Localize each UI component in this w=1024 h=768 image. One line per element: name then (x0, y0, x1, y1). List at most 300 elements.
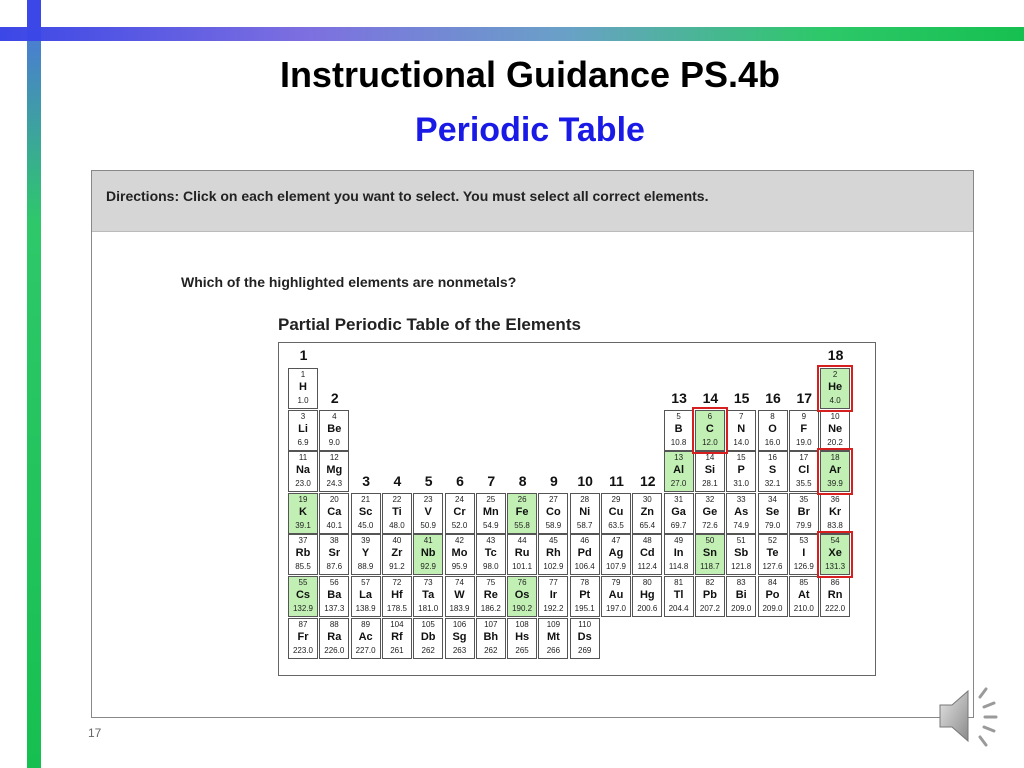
top-accent-bar (0, 27, 1024, 41)
atomic-number: 43 (486, 536, 496, 546)
group-label-10: 10 (577, 472, 593, 489)
element-ne (820, 410, 850, 451)
group-label-13: 13 (671, 389, 687, 406)
element-rh (538, 534, 568, 575)
atomic-mass: 39.9 (827, 479, 843, 489)
atomic-number: 72 (392, 578, 402, 587)
element-pt (570, 576, 600, 617)
atomic-mass: 197.0 (605, 604, 627, 613)
element-li (288, 410, 318, 451)
atomic-mass: 63.5 (608, 520, 624, 530)
element-symbol: N (737, 422, 746, 435)
element-symbol: H (299, 381, 307, 393)
atomic-number: 1 (300, 370, 306, 379)
element-symbol: Db (420, 630, 436, 643)
atomic-mass: 24.3 (326, 479, 343, 489)
atomic-mass: 262 (484, 645, 498, 655)
atomic-number: 40 (392, 536, 402, 546)
element-in (664, 534, 694, 575)
element-symbol: Sn (702, 547, 717, 560)
element-symbol: Tl (673, 589, 684, 601)
element-os[interactable] (507, 576, 537, 617)
group-label-9: 9 (549, 472, 558, 489)
atomic-number: 2 (832, 370, 838, 379)
atomic-number: 39 (361, 536, 371, 546)
element-symbol: Be (327, 422, 342, 435)
element-rb (288, 534, 318, 575)
atomic-number: 32 (705, 494, 715, 504)
atomic-mass: 69.7 (670, 520, 687, 530)
group-label-15: 15 (733, 389, 750, 406)
element-au (601, 576, 631, 617)
atomic-number: 57 (361, 578, 371, 587)
element-mn (476, 493, 506, 534)
element-symbol: Al (673, 464, 685, 477)
element-xe[interactable] (820, 534, 850, 575)
element-sn[interactable] (695, 534, 725, 575)
element-symbol: As (734, 505, 749, 518)
element-symbol: Pd (577, 547, 592, 560)
atomic-mass: 183.9 (449, 604, 470, 613)
element-symbol: Hs (515, 630, 530, 643)
element-re (476, 576, 506, 617)
element-na (288, 451, 318, 492)
group-label-5: 5 (424, 472, 433, 489)
atomic-mass: 1.0 (297, 396, 309, 405)
element-symbol: Cs (295, 589, 311, 601)
element-symbol: Sc (358, 505, 373, 518)
element-b (664, 410, 694, 451)
element-cl (789, 451, 819, 492)
atomic-mass: 58.7 (576, 520, 593, 530)
atomic-number: 13 (674, 453, 684, 463)
atomic-number: 48 (642, 536, 652, 546)
element-symbol: Hg (639, 589, 655, 601)
element-i (789, 534, 819, 575)
atomic-number: 50 (705, 536, 715, 546)
element-symbol: Ra (327, 630, 342, 643)
atomic-mass: 101.1 (512, 562, 533, 572)
element-symbol: Au (608, 589, 624, 601)
element-hf (382, 576, 412, 617)
atomic-mass: 209.0 (731, 604, 752, 613)
atomic-number: 42 (455, 536, 464, 546)
atomic-number: 77 (548, 578, 558, 587)
atomic-number: 49 (674, 536, 684, 546)
atomic-mass: 54.9 (483, 520, 499, 530)
element-symbol: In (673, 547, 684, 560)
atomic-number: 18 (830, 453, 840, 463)
atomic-number: 41 (423, 536, 433, 546)
element-y (351, 534, 381, 575)
atomic-mass: 19.0 (796, 437, 812, 447)
element-mg (319, 451, 349, 492)
atomic-number: 83 (736, 578, 746, 587)
element-symbol: Nb (420, 547, 436, 560)
element-cu (601, 493, 631, 534)
atomic-mass: 262 (421, 645, 435, 655)
element-fr (288, 618, 318, 659)
element-ti (382, 493, 412, 534)
element-symbol: Hf (391, 589, 403, 601)
atomic-number: 28 (580, 494, 590, 504)
atomic-number: 85 (799, 578, 809, 587)
group-label-12: 12 (640, 472, 656, 489)
element-n (726, 410, 756, 451)
group-label-7: 7 (487, 472, 496, 489)
element-zn (632, 493, 662, 534)
element-symbol: K (299, 505, 307, 518)
atomic-mass: 227.0 (355, 645, 376, 655)
atomic-mass: 16.0 (764, 437, 781, 447)
element-symbol: Pb (702, 589, 717, 601)
atomic-number: 17 (799, 453, 809, 463)
atomic-mass: 87.6 (326, 562, 343, 572)
element-cs[interactable] (288, 576, 318, 617)
group-label-4: 4 (393, 472, 402, 489)
atomic-mass: 200.6 (637, 604, 658, 613)
element-ac (351, 618, 381, 659)
element-te (758, 534, 788, 575)
atomic-mass: 226.0 (324, 645, 345, 655)
element-co (538, 493, 568, 534)
element-fe[interactable] (507, 493, 537, 534)
atomic-mass: 45.0 (357, 520, 374, 530)
element-symbol: Se (765, 505, 780, 518)
element-c[interactable] (695, 410, 725, 451)
atomic-mass: 74.9 (733, 520, 749, 530)
element-symbol: Ni (579, 505, 591, 518)
element-symbol: Pt (579, 589, 591, 601)
atomic-mass: 106.4 (574, 562, 595, 572)
element-ca (319, 493, 349, 534)
element-symbol: B (674, 422, 683, 435)
atomic-number: 88 (329, 619, 339, 629)
element-symbol: Re (483, 589, 498, 601)
element-ra (319, 618, 349, 659)
directions-text: Directions: Click on each element you want to select. You must select all correct elements. (106, 188, 709, 204)
atomic-number: 14 (705, 453, 715, 463)
element-sc (351, 493, 381, 534)
element-symbol: Rh (546, 547, 561, 560)
atomic-mass: 138.9 (355, 604, 376, 613)
element-k[interactable] (288, 493, 318, 534)
element-symbol: Po (765, 589, 780, 601)
element-symbol: O (768, 422, 777, 435)
atomic-number: 80 (642, 578, 652, 587)
atomic-mass: 39.1 (295, 520, 311, 530)
atomic-number: 51 (736, 536, 746, 546)
atomic-mass: 207.2 (699, 604, 720, 613)
element-cr (445, 493, 475, 534)
atomic-mass: 265 (515, 645, 529, 655)
element-he[interactable] (820, 368, 850, 409)
atomic-number: 19 (298, 494, 308, 504)
element-symbol: Cr (453, 505, 466, 518)
group-label-6: 6 (456, 472, 464, 489)
element-symbol: Mn (482, 505, 499, 518)
atomic-number: 73 (423, 578, 433, 587)
atomic-number: 54 (830, 536, 840, 546)
group-label-2: 2 (330, 389, 339, 406)
question-text: Which of the highlighted elements are nonmetals? (181, 274, 517, 290)
atomic-mass: 14.0 (733, 437, 749, 447)
element-ga (664, 493, 694, 534)
atomic-mass: 126.9 (793, 562, 814, 572)
atomic-mass: 83.8 (827, 520, 843, 530)
element-w (445, 576, 475, 617)
element-sb (726, 534, 756, 575)
element-symbol: F (800, 422, 808, 435)
atomic-mass: 72.6 (702, 520, 718, 530)
speaker-icon[interactable] (936, 683, 1006, 748)
atomic-mass: 27.0 (670, 479, 687, 489)
atomic-number: 34 (768, 494, 777, 504)
element-symbol: Fe (515, 505, 529, 518)
element-symbol: He (828, 381, 843, 393)
atomic-mass: 91.2 (389, 562, 405, 572)
atomic-number: 37 (298, 536, 308, 546)
left-accent-bar-top (27, 0, 41, 41)
atomic-number: 89 (361, 619, 371, 629)
element-s (758, 451, 788, 492)
atomic-mass: 181.0 (418, 604, 439, 613)
element-o (758, 410, 788, 451)
element-symbol: Ar (828, 464, 842, 477)
atomic-number: 53 (799, 536, 809, 546)
element-symbol: Ga (671, 505, 686, 518)
atomic-mass: 65.4 (639, 520, 656, 530)
atomic-mass: 266 (546, 645, 561, 655)
atomic-number: 45 (548, 536, 558, 546)
element-rf (382, 618, 412, 659)
element-ar[interactable] (820, 451, 850, 492)
element-symbol: Mt (546, 630, 560, 643)
element-hs (507, 618, 537, 659)
element-ru (507, 534, 537, 575)
element-symbol: Cu (608, 505, 624, 518)
atomic-mass: 195.1 (574, 604, 595, 613)
atomic-number: 55 (298, 578, 308, 587)
element-symbol: Ca (327, 505, 342, 518)
atomic-number: 35 (799, 494, 809, 504)
atomic-number: 52 (768, 536, 777, 546)
element-symbol: Rn (827, 589, 843, 601)
element-symbol: Rf (391, 630, 403, 643)
atomic-mass: 131.3 (825, 562, 846, 572)
element-nb[interactable] (413, 534, 443, 575)
element-tl (664, 576, 694, 617)
atomic-number: 74 (455, 578, 464, 587)
element-ds (570, 618, 600, 659)
atomic-number: 82 (705, 578, 715, 587)
element-symbol: Sr (328, 547, 341, 560)
atomic-number: 26 (517, 494, 527, 504)
atomic-number: 107 (484, 619, 498, 629)
atomic-mass: 98.0 (483, 562, 499, 572)
element-v (413, 493, 443, 534)
element-symbol: Co (546, 505, 561, 518)
atomic-mass: 121.8 (731, 562, 752, 572)
atomic-mass: 79.0 (764, 520, 781, 530)
element-kr (820, 493, 850, 534)
element-symbol: P (737, 464, 745, 477)
element-rn (820, 576, 850, 617)
element-sg (445, 618, 475, 659)
element-symbol: Ta (422, 589, 435, 601)
atomic-number: 75 (486, 578, 496, 587)
atomic-number: 78 (580, 578, 590, 587)
element-cd (632, 534, 662, 575)
atomic-number: 9 (801, 411, 807, 421)
atomic-mass: 95.9 (451, 562, 468, 572)
element-symbol: Sg (452, 630, 467, 643)
element-symbol: Bi (735, 589, 747, 601)
element-ir (538, 576, 568, 617)
element-symbol: V (424, 505, 432, 518)
atomic-number: 16 (768, 453, 777, 463)
atomic-mass: 6.9 (297, 437, 309, 447)
element-symbol: Ag (608, 547, 624, 560)
group-label-18: 18 (827, 347, 844, 363)
atomic-number: 24 (455, 494, 464, 504)
element-pb (695, 576, 725, 617)
element-si (695, 451, 725, 492)
atomic-number: 33 (736, 494, 746, 504)
group-label-1: 1 (299, 347, 308, 363)
element-ba (319, 576, 349, 617)
element-symbol: Si (704, 464, 716, 477)
element-symbol: I (802, 547, 806, 560)
atomic-number: 29 (611, 494, 621, 504)
atomic-mass: 32.1 (764, 479, 781, 489)
element-symbol: Kr (828, 505, 842, 518)
element-se (758, 493, 788, 534)
directions-bar (92, 171, 973, 232)
atomic-mass: 48.0 (389, 520, 405, 530)
slide-title: Instructional Guidance PS.4b (279, 54, 781, 95)
element-be (319, 410, 349, 451)
atomic-mass: 209.0 (762, 604, 783, 613)
element-symbol: Li (298, 422, 308, 435)
atomic-number: 86 (830, 578, 840, 587)
atomic-mass: 204.4 (668, 604, 689, 613)
group-label-17: 17 (796, 389, 813, 406)
element-symbol: Ba (327, 589, 342, 601)
atomic-number: 15 (736, 453, 746, 463)
atomic-mass: 88.9 (357, 562, 374, 572)
atomic-number: 12 (329, 453, 339, 463)
element-symbol: Ac (358, 630, 373, 643)
atomic-number: 38 (329, 536, 339, 546)
element-mo (445, 534, 475, 575)
atomic-number: 30 (642, 494, 652, 504)
element-la (351, 576, 381, 617)
atomic-mass: 118.7 (700, 562, 720, 572)
atomic-mass: 35.5 (796, 479, 812, 489)
atomic-mass: 192.2 (543, 604, 564, 613)
element-bi (726, 576, 756, 617)
periodic-table-title: Partial Periodic Table of the Elements (278, 315, 581, 334)
element-symbol: Mg (326, 464, 343, 477)
atomic-mass: 85.5 (295, 562, 311, 572)
atomic-number: 27 (548, 494, 558, 504)
element-symbol: Ge (702, 505, 718, 518)
element-at (789, 576, 819, 617)
element-symbol: Na (295, 464, 311, 477)
element-symbol: Zn (640, 505, 655, 518)
element-bh (476, 618, 506, 659)
element-al[interactable] (664, 451, 694, 492)
atomic-mass: 114.8 (668, 562, 689, 572)
element-mt (538, 618, 568, 659)
element-sr (319, 534, 349, 575)
element-symbol: Ti (392, 505, 402, 518)
element-ni (570, 493, 600, 534)
atomic-mass: 50.9 (420, 520, 436, 530)
element-ag (601, 534, 631, 575)
atomic-mass: 52.0 (451, 520, 468, 530)
slide-subtitle: Periodic Table (415, 111, 645, 149)
element-ta (413, 576, 443, 617)
element-symbol: S (768, 464, 777, 477)
atomic-number: 108 (515, 619, 529, 629)
atomic-number: 109 (546, 619, 561, 629)
group-label-16: 16 (765, 389, 781, 406)
group-label-11: 11 (609, 472, 624, 489)
element-br (789, 493, 819, 534)
periodic-table (278, 342, 876, 676)
atomic-number: 110 (578, 619, 592, 629)
element-h (288, 368, 318, 409)
element-ge (695, 493, 725, 534)
element-as (726, 493, 756, 534)
atomic-mass: 20.2 (827, 437, 843, 447)
atomic-mass: 190.2 (512, 604, 533, 613)
element-symbol: Br (797, 505, 810, 518)
atomic-mass: 28.1 (702, 479, 718, 489)
element-symbol: Te (766, 547, 779, 560)
element-symbol: Tc (484, 547, 497, 560)
atomic-mass: 12.0 (702, 437, 718, 447)
atomic-number: 20 (329, 494, 339, 504)
atomic-mass: 178.5 (386, 604, 407, 613)
element-pd (570, 534, 600, 575)
element-p (726, 451, 756, 492)
atomic-number: 104 (390, 619, 404, 629)
question-panel (91, 170, 974, 718)
element-symbol: Fr (297, 630, 309, 643)
atomic-number: 47 (611, 536, 621, 546)
element-symbol: Ir (549, 589, 558, 601)
atomic-number: 46 (580, 536, 590, 546)
group-label-8: 8 (518, 472, 527, 489)
element-symbol: At (797, 589, 810, 601)
left-accent-bar (27, 41, 41, 768)
element-symbol: Ru (514, 547, 530, 560)
page-number: 17 (88, 726, 102, 740)
atomic-mass: 222.0 (825, 604, 846, 613)
atomic-mass: 4.0 (829, 396, 841, 405)
atomic-number: 36 (830, 494, 840, 504)
atomic-mass: 55.8 (514, 520, 530, 530)
atomic-number: 4 (332, 411, 337, 421)
element-hg (632, 576, 662, 617)
atomic-mass: 112.4 (637, 562, 658, 572)
element-symbol: Y (361, 547, 370, 560)
atomic-number: 84 (768, 578, 777, 587)
atomic-number: 3 (300, 411, 306, 421)
